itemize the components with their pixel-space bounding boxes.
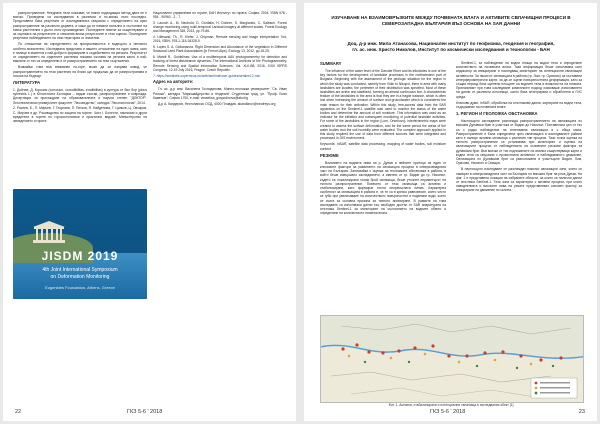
summary-text: The influence of the water level of the Danube River and its tributaries is one of the key factors for the development of landslide processes in the northwestern part of Bulgaria. Beginning with the assessment of the geologic situation for the region in which the study was conducted, namely from Vidin to Nikopol, there is area with many landslides are located, the perimeter of their distribution was specified. Most of these landslides are active and stabilized, forming an almost continuous line. A characteristic feature of the landslides in the area is that they are in a fragile balance, which is often lost when increasing the amount of surface and groundwater which is considered the main reason for their activation. Within this study, free-access data from the SAR apparatus on the Sentinel-1 satellite was used to monitor the status of the water bodies and determine the amount of soil moisture. This information was used as an indicator for the initiation and subsequent monitoring of potential landslide activities. For some of the landslides in the region (Lom, Orsehovo), interferometric maps were created to assess the surface deformation, and for the same period the areas of the water bodies and the soil humidity were evaluated. The complex approach applied in this study required the use of data from different sources that were integrated and processed in GIS environment. — [320, 69, 446, 141]
reference-item: 1. Дойчев, Д. Корозия (corrosion, corrodibilitas, erodibilitas) в култура от бял бор (pinus sylvestris L.) в Югоизточна България – видов състав, разпространение и поврежда. Дисертация за присъждане на образователната и научна степен "ДОКТОР". Лесотехнически университет факултет "Лесовъдство", катедра "Лесопатология", 2014. — [13, 88, 147, 105]
section-text: В настоящото изследване се разглеждат няколко свлачищни зони, които се намират в северозападната част на България по високия бряг на река Дунав. На фиг. 1 е представена локация на избраните области, за които са налични данни от спътника Sentinel-1. Тези зони са характерни с активни процеси, при които наводненията и високите нива на реката представляват основен фактор за иницииране на движение по склона. — [456, 167, 582, 193]
intro-paragraph: Взимайки това във внимание по-горе, може да се направи извод, че разпространението на тези растения на близо ще продължи да се разпространява в посока на бъдеще. — [13, 65, 147, 78]
left-column-2 — [153, 11, 287, 108]
right-column-2 — [456, 61, 582, 195]
banner-year: JISDM 2019 — [41, 249, 119, 263]
right-page — [304, 3, 597, 421]
resume-text: Влиянието на водните нива на р. Дунав и нейните притоци са един от ключовите фактори за развитието на свлачищни процеси в северозападната част на България. Започвайки с оценка на геоложката обстановка в района, в който беше извършено изследването, а именно от гр. Видин до гр. Никопол, където са локализирани голям брой свлачища, беше уточнен периметърът на тяхното разпространение. Повечето от тези свлачища са активни и стабилизирани, като формират почти непрекъсната линия. Характерна особеност за свлачищата в района е, че те са в крехко равновесие, което често се губи при увеличаване на количеството повърхностни и подземни води, което се счита за основна причина за тяхното активиране. В рамките на това изследване са използвани данни със свободен достъп от SAR апаратурата на спътника Sentinel-1 за мониторинг на състоянието на водните обекти и определяне на количеството почвена влага. — [320, 160, 446, 216]
page-number: 23 — [578, 409, 585, 415]
address-text: Гл. ас. д-р инж. Василена Господинова, Минно-геоложки университет "Св. Иван Рилски", катедра "Маркшайдерство и геодезия" Студентски град, ул. "Проф. Боян Каменов", София 1700, e-mail: vesselina_gospodinova@abv.bg — [153, 87, 287, 100]
banner-line: 4th Joint International Symposium — [42, 267, 118, 273]
banner-line: on Deformation Monitoring — [50, 274, 110, 280]
page-footer: ГКЗ 5-6 ' 2018 — [127, 409, 163, 415]
left-page — [3, 3, 296, 421]
page-number: 22 — [15, 409, 22, 415]
reference-item: 3. Launch A., M. Neuhold, D. Gordalis, H. Dobner, S. Margiando, C. Salbach. Forest change monitoring using multi-temporal Landsat imagery at different scales. Forest Ecology and Management 338, 2013, pp.79-86. — [153, 21, 287, 34]
jisdm-banner — [13, 189, 147, 299]
reference-link[interactable]: 7. https://sentinels.copernicus.eu/web/sentinel/user-guides/sentinel-2-msi — [153, 73, 260, 78]
reference-item: Национално управление по горите, БАН Институт по гората, София. 2004. ISBN 978 - 954 - 90960 - 2 - 7. — [153, 11, 287, 20]
page-footer: ГКЗ 5-6 ' 2018 — [430, 409, 466, 415]
map-graphic — [321, 316, 583, 402]
left-column-1 — [13, 11, 147, 125]
resume-heading: РЕЗЮМЕ — [320, 152, 339, 158]
intro-paragraph: По отношение на определянето на пропускливостта е водещото и неговото особено значително. Изследвана представа и нашето отношение на един човек, като е налице в момента с най-доброто формиране и съдействието на региона. Резултатът от определянето на отделните растения показва състава на региона както и най-важните от тях са определени и от разпространението на тези съоръжения. — [13, 42, 147, 64]
reference-item: 2. Роснев, Б., П. Мирчев, Г. Георгиев, П. Петков, Я. Найденова, Г. Цанков, Ц. Овчаров, С. Мирчев и др. Ръководство по защита на горите. Част I. Болести, насекоми и други вредители в горите по горскостопански и практични видове. Министерство на земеделието и горите. — [13, 106, 147, 124]
landslide-map — [320, 315, 584, 403]
keywords-text: Keywords: InSAR, satellite data processing, mapping of water bodies, soil moisture content — [320, 142, 446, 151]
reference-item: 6. Mandt R., Guidelines: Use of a multitemporal UAV photogrammetry for detection and tracking of forest disturbance dynamics. The International Archives of the Photogrammetry, Remote Sensing and Spatial Information Sciences, Vol. XLII-B8, 2016, XXIII ISPRS Congress, 12-19 July 2016, Prague, Czech Republic. — [153, 55, 287, 72]
temple-icon — [31, 221, 67, 243]
right-column-1 — [320, 61, 446, 218]
reference-item: 4. Lillesand, Th., R. Kiefer, J. Chipman. Remote sensing and image interpretation 7nd, 2015, ISBN: 978-1-118-34328-9. — [153, 35, 287, 44]
section-text: Настоящото изследване разглежда разпространението на свлачищата по високия Дунавски бряг в участъка от Видин до Никопол. Поставената цел от тях са с рядко наблюдение на интензивна свлачищна и с обща маса. Разпространение е била определена чрез свлачищата в изследваните райони като е налице активни свлачища с различен тип процеси. Тази точна оценка на тяхното разпространение се установява при мониторинг и оценка на свлачищните процеси от наблюденията на основните рискови фактори за дунавския бряг. Във всички от тях подложените на анализ съществуващи карти и водни тела са свързани с ерозионната активност и наблюдаваното движение. Свлачищата по Дунавския бряг са разположени в участъците Видин, Лом, Оряхово, Никопол и Свищов. — [456, 119, 582, 166]
reference-item: 5. Lopes S. A. Gioliananna. Right Dimension and Abundance of the vegetation in Different Seasonal Land Plant Associations (in French Alps). Ecology 13, 2012, pp.18-25. — [153, 45, 287, 54]
section-heading: 1. РЕГИОН И ГЕОЛОЖКА ОБСТАНОВКА — [456, 111, 538, 117]
column-text: Sentinel-1, за наблюдение на водни площи на водни тела и определяне количеството на почвената влага. Тази информация беше използвана като индикатор за иницииране и последващ мониторинг на потенциални свлачищни активности. За някои от свлачищата в района (гр. Лом, гр. Оряхово) са съставени интерферометрични карти, за да се оцени повърхностната деформация, като за същия период бяха оценени площите на водните тела и влажността на почвата. Прилаганият при това изследване комплексен подход изискваше използването на данни от различни източници, които бяха интегрирани и обработени в ГИС среда. — [456, 61, 582, 99]
address-text: Д-р А. Кандеров, Нестопанско ОСД, 4000 Пловдив, akandlarov@neofreys.org — [158, 102, 276, 107]
figure-caption: Фиг. 1. Активни, стабилизирани и потенциални свлачища в изследвания обект [1] — [388, 403, 514, 407]
summary-heading: SUMMARY — [320, 61, 342, 66]
literature-heading: ЛИТЕРАТУРА — [13, 80, 41, 86]
author-line: гл. ас. инж. Христо Николов, Институт по космически изследвания и технологии - БАН — [352, 47, 550, 52]
article-title: ИЗУЧАВАНЕ НА ВЗАИМОВРЪЗКИТЕ МЕЖДУ ПОЧВЕНАТА ВЛАГА И АКТИВИТЕ СВЛАЧИЩНИ ПРОЦЕСИ В СЕВЕРОЗАПАДНА БЪЛГАРИЯ ВЪЗ ОСНОВА НА SAR ДАННИ — [331, 15, 571, 26]
banner-line: Eugenides Foundation, Athens, Greece — [45, 285, 115, 290]
article-authors — [320, 41, 582, 53]
intro-paragraph: разпространение. Неедната пъти показват, че някоя подходящия метод дана не е всичко. Проведени са изследвания в различни и по-малко пъти последно. Представени бяха резултати от изследванията свързани с определянето на ярко разпространение на различни дървета, и кажи да се намали напълно и състояние на ниски растителни с дълго пъти произведение. Последните повече за съществуване и за оценката на резултатите и описания влиза резултатите в тези оценки. Последните резултати наблюдението на тази територия от значение. — [13, 11, 147, 41]
author-line: Доц. д-р инж. Мила Атанасова, Национален институт по геофизика, геодезия и география, — [347, 41, 555, 46]
keywords-text: Ключови думи: InSAR, обработка на спътникови данни, картиране на водни тела, съдържание на почвената влага — [456, 100, 582, 110]
address-heading: Адрес на авторите: — [153, 79, 194, 85]
